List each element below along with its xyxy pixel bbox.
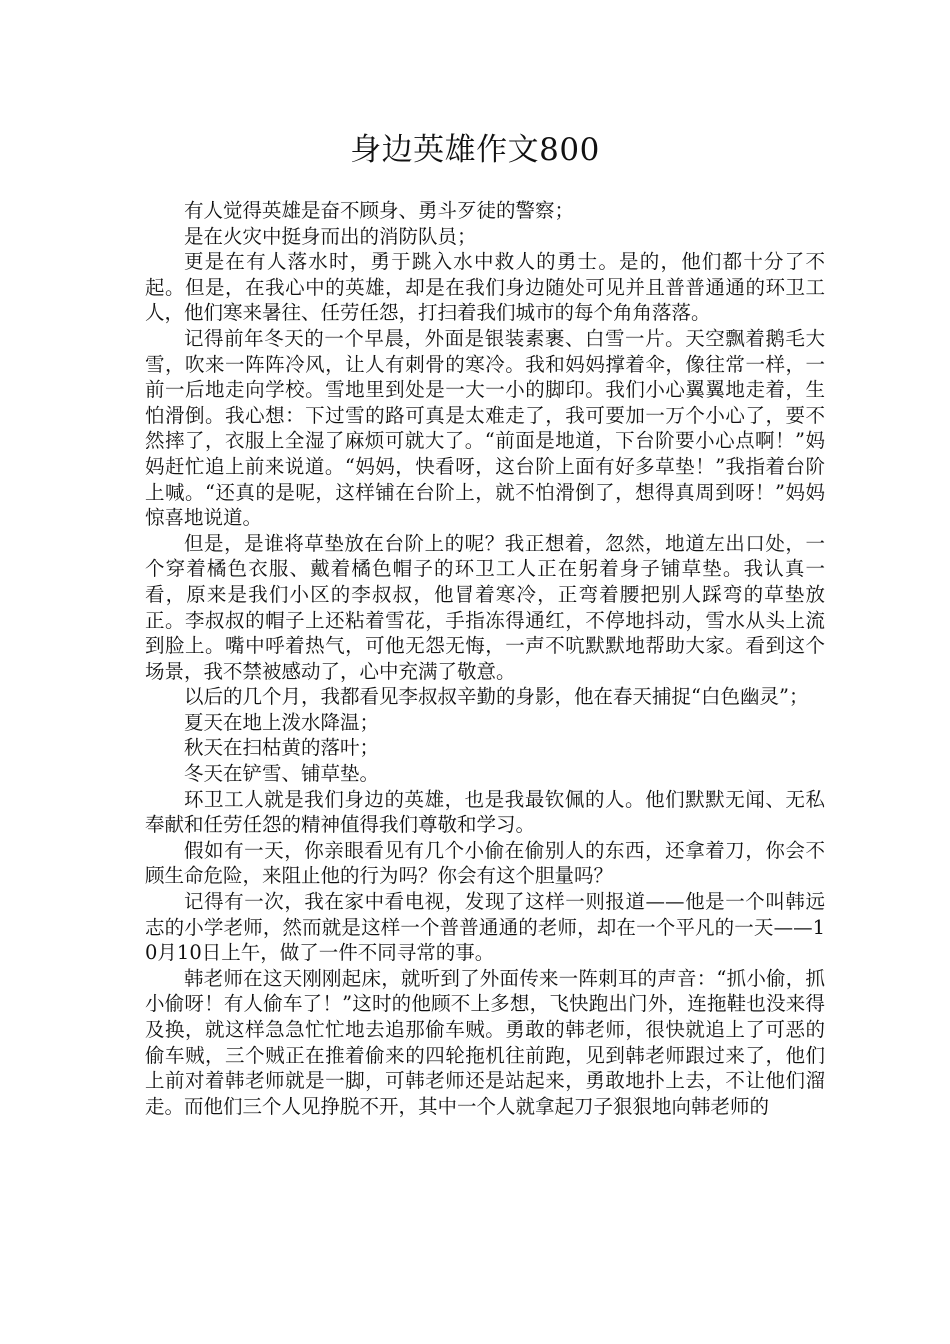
paragraph: 但是，是谁将草垫放在台阶上的呢？我正想着，忽然，地道左出口处，一个穿着橘色衣服、戴着橘色帽子的环卫工人正在躬着身子铺草垫。我认真一看，原来是我们小区的李叔叔，他冒着寒冷，正弯着腰把别人踩弯的草垫放正。李叔叔的帽子上还粘着雪花，手指冻得通红，不停地抖动，雪水从头上流到脸上。嘴中呼着热气，可他无怨无悔，一声不吭默默地帮助大家。看到这个场景，我不禁被感动了，心中充满了敬意。 [145, 531, 825, 683]
paragraph: 记得有一次，我在家中看电视，发现了这样一则报道——他是一个叫韩远志的小学老师，然而就是这样一个普普通通的老师，却在一个平凡的一天——10月10日上午，做了一件不同寻常的事。 [145, 890, 825, 965]
paragraph: 是在火灾中挺身而出的消防队员； [184, 224, 477, 248]
document-body [145, 198, 825, 1119]
paragraph: 秋天在扫枯黄的落叶； [184, 736, 380, 760]
paragraph: 以后的几个月，我都看见李叔叔辛勤的身影，他在春天捕捉“白色幽灵”； [184, 685, 809, 709]
paragraph: 假如有一天，你亲眼看见有几个小偷在偷别人的东西，还拿着刀，你会不顾生命危险，来阻止他的行为吗？你会有这个胆量吗？ [145, 838, 825, 888]
paragraph: 韩老师在这天刚刚起床，就听到了外面传来一阵刺耳的声音：“抓小偷，抓小偷呀！有人偷车了！”这时的他顾不上多想，飞快跑出门外，连拖鞋也没来得及换，就这样急急忙忙地去追那偷车贼。勇敢的韩老师，很快就追上了可恶的偷车贼，三个贼正在推着偷来的四轮拖机往前跑，见到韩老师跟过来了，他们上前对着韩老师就是一脚，可韩老师还是站起来，勇敢地扑上去，不让他们溜走。而他们三个人见挣脱不开，其中一个人就拿起刀子狠狠地向韩老师的 [145, 966, 825, 1118]
paragraph: 有人觉得英雄是奋不顾身、勇斗歹徒的警察； [184, 199, 575, 222]
paragraph: 记得前年冬天的一个早晨，外面是银装素裹、白雪一片。天空飘着鹅毛大雪，吹来一阵阵冷风，让人有刺骨的寒冷。我和妈妈撑着伞，像往常一样，一前一后地走向学校。雪地里到处是一大一小的脚印。我们小心翼翼地走着，生怕滑倒。我心想：下过雪的路可真是太难走了，我可要加一万个小心了，要不然摔了，衣服上全湿了麻烦可就大了。“前面是地道，下台阶要小心点啊！”妈妈赶忙追上前来说道。“妈妈，快看呀，这台阶上面有好多草垫！”我指着台阶上喊。“还真的是呢，这样铺在台阶上，就不怕滑倒了，想得真周到呀！”妈妈惊喜地说道。 [145, 326, 825, 530]
paragraph: 环卫工人就是我们身边的英雄，也是我最钦佩的人。他们默默无闻、无私奉献和任劳任怨的精神值得我们尊敬和学习。 [145, 787, 825, 837]
paragraph: 夏天在地上泼水降温； [184, 710, 380, 734]
document-title: 身边英雄作文800 [350, 132, 600, 168]
paragraph: 更是在有人落水时，勇于跳入水中救人的勇士。是的，他们都十分了不起。但是，在我心中的英雄，却是在我们身边随处可见并且普普通通的环卫工人，他们寒来暑往、任劳任怨，打扫着我们城市的每个角角落落。 [145, 250, 825, 325]
paragraph: 冬天在铲雪、铺草垫。 [184, 762, 380, 786]
